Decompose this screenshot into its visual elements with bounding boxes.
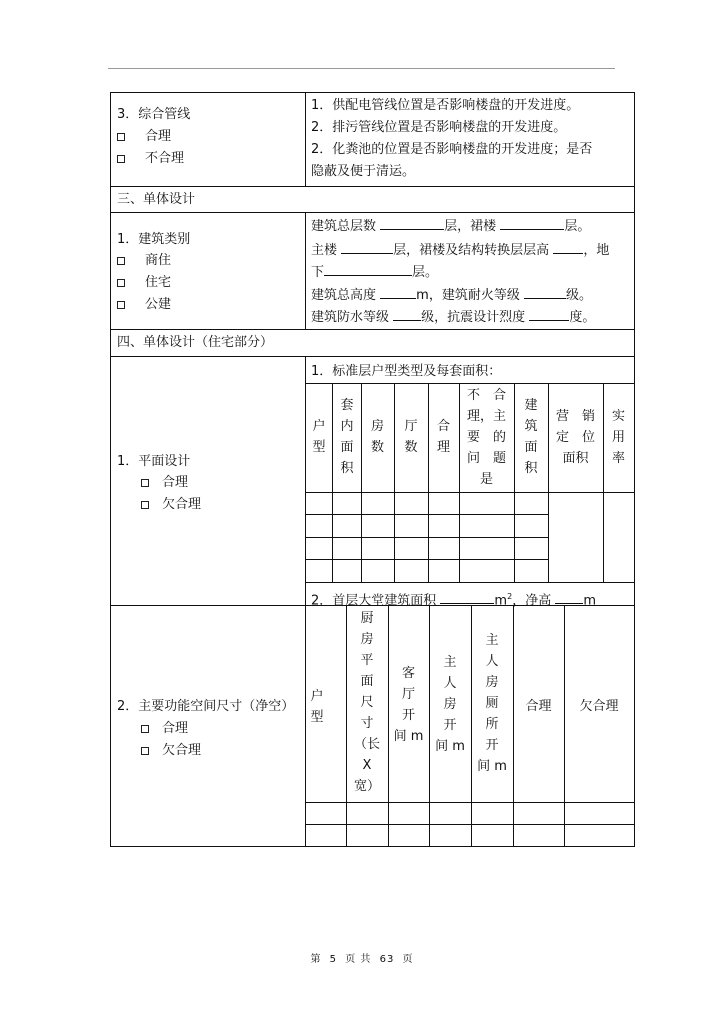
- building-type-commercial-checkbox[interactable]: [117, 257, 125, 265]
- total-floors-line: 建筑总层数 层，裙楼 层。: [311, 215, 590, 238]
- header-building-area: 建 筑 面 积: [524, 398, 538, 476]
- main-tower-line: 主楼 层，裙楼及结构转换层层高 ，地: [311, 239, 609, 262]
- pipeline-item-3-cont: 隐蔽及便于清运。: [311, 164, 416, 179]
- pipeline-option-unreasonable-label: 不合理: [145, 151, 185, 166]
- space-size-title: 2．主要功能空间尺寸（净空）: [117, 699, 295, 714]
- seismic-intensity-field[interactable]: [529, 306, 569, 321]
- header-marketing-area: 营 销 定 位 面积: [555, 409, 595, 466]
- building-type-residential-label: 住宅: [145, 275, 172, 290]
- pipeline-item-2: 2．排污管线位置是否影响楼盘的开发进度。: [311, 120, 567, 135]
- floor-plan-title: 1．平面设计: [117, 454, 191, 469]
- lobby-area-line: 2．首层大堂建筑面积 $m^2$，净高 m: [311, 586, 596, 612]
- page-number: 5: [329, 954, 338, 965]
- building-type-title: 1．建筑类别: [117, 232, 191, 247]
- floor-plan-reasonable-label: 合理: [162, 475, 189, 490]
- space-size-less-reasonable-checkbox[interactable]: [141, 747, 149, 755]
- header-main-problem: 不 合 理，主 要 的 问 题 是: [466, 388, 506, 487]
- header-halls: 厅 数: [404, 419, 418, 455]
- waterproof-grade-field[interactable]: [393, 306, 421, 321]
- transfer-floor-height-field[interactable]: [553, 239, 583, 254]
- pipeline-option-reasonable-label: 合理: [145, 129, 172, 144]
- total-floors-field[interactable]: [380, 215, 444, 230]
- podium-floors-field[interactable]: [500, 215, 564, 230]
- floor-plan-less-reasonable-label: 欠合理: [162, 497, 202, 512]
- header-master-width: 主 人 房 开 间 m: [435, 655, 465, 754]
- building-type-public-label: 公建: [145, 297, 172, 312]
- space-size-less-reasonable-label: 欠合理: [162, 743, 202, 758]
- pipeline-item-1: 1．供配电管线位置是否影响楼盘的开发进度。: [311, 98, 580, 113]
- pipeline-title: 3．综合管线: [117, 107, 191, 122]
- building-type-commercial-label: 商住: [145, 253, 172, 268]
- floor-plan-less-reasonable-checkbox[interactable]: [141, 501, 149, 509]
- header-unit-type: 户 型: [312, 419, 326, 455]
- space-size-reasonable-checkbox[interactable]: [141, 725, 149, 733]
- section3-title: 三、单体设计: [117, 192, 196, 207]
- header-kitchen-size: 厨 房 平 面 尺 寸 （长 X 宽）: [353, 611, 380, 794]
- header-rooms: 房 数: [370, 419, 384, 455]
- pipeline-option-unreasonable-checkbox[interactable]: [117, 155, 125, 163]
- building-type-public-checkbox[interactable]: [117, 301, 125, 309]
- building-height-line: 建筑总高度 m，建筑耐火等级 级。: [311, 284, 592, 307]
- basement-line: 下 层。: [311, 261, 438, 284]
- space-size-reasonable-label: 合理: [162, 721, 189, 736]
- page-footer: 第 5 页 共 63 页: [310, 954, 414, 965]
- page-total: 63: [379, 954, 395, 965]
- pipeline-option-reasonable-checkbox[interactable]: [117, 133, 125, 141]
- floor-plan-reasonable-checkbox[interactable]: [141, 479, 149, 487]
- pipeline-item-3: 2．化粪池的位置是否影响楼盘的开发进度；是否: [311, 142, 593, 157]
- building-height-field[interactable]: [380, 284, 416, 299]
- lobby-height-field[interactable]: [555, 589, 583, 604]
- header-space-unit-type: 户 型: [310, 689, 324, 725]
- lobby-area-field[interactable]: [440, 589, 494, 604]
- fire-rating-field[interactable]: [524, 284, 566, 299]
- header-space-less-reasonable: 欠合理: [579, 699, 619, 714]
- header-rule: [108, 68, 615, 69]
- section4-title: 四、单体设计（住宅部分）: [117, 335, 274, 350]
- unit-type-table-title: 1．标准层户型类型及每套面积：: [311, 364, 502, 379]
- header-inner-area: 套 内 面 积: [340, 398, 354, 476]
- main-tower-floors-field[interactable]: [341, 239, 393, 254]
- building-type-residential-checkbox[interactable]: [117, 279, 125, 287]
- header-space-reasonable: 合理: [525, 699, 552, 714]
- header-reasonable: 合 理: [436, 419, 450, 455]
- waterproof-line: 建筑防水等级 级，抗震设计烈度 度。: [311, 306, 595, 329]
- basement-floors-field[interactable]: [324, 261, 412, 276]
- header-master-bath-width: 主 人 房 厕 所 开 间 m: [477, 633, 507, 774]
- header-usage-rate: 实 用 率: [611, 409, 625, 466]
- header-living-width: 客 厅 开 间 m: [393, 666, 424, 744]
